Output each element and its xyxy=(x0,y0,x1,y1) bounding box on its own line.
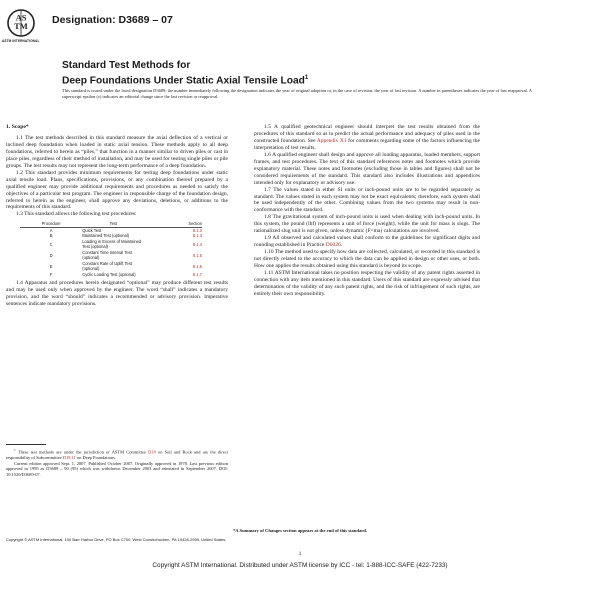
procedure-cell: F xyxy=(49,271,53,277)
column-header-test: Test xyxy=(82,221,144,227)
test-cell: Constant Time Interval Test (optional) xyxy=(82,249,132,261)
subcommittee-d18-11-link[interactable]: D18.11 xyxy=(62,455,76,461)
designation: Designation: D3689 – 07 xyxy=(52,14,173,26)
procedure-cell: E xyxy=(49,263,53,269)
table-row xyxy=(20,272,202,278)
issued-note: This standard is issued under the fixed designation D3689; the number immediately following the designation indicates the year of original adoption or, in the case of revision, the year of last revision. A number in parentheses indicates the year of last reapproval. A superscript epsilon (ε) indicates an editorial change since the last revision or reapproval. xyxy=(62,88,532,99)
paragraph-1-5: 1.5 A qualified geotechnical engineer should interpret the test results obtained from the procedures of this standard so as to predict the actual performance and adequacy of piles used in the constructed foundation. See Appendix X1 for comments regarding some of the factors influencing the interpretation of test results. xyxy=(254,124,480,151)
paragraph-1-8: 1.8 The gravitational system of inch-pound units is used when dealing with inch-pound units. In this system, the pound (lbf) represents a unit of force (weight), while the unit for mass is slugs. The rationalized slug unit is not given, unless dynamic (F=ma) calculations are involved. xyxy=(254,214,480,235)
section-link[interactable]: 8.1.2 xyxy=(192,227,202,233)
test-cell: Quick Test xyxy=(82,227,102,233)
svg-text:TM: TM xyxy=(14,21,28,31)
d6026-link[interactable]: D6026 xyxy=(325,242,341,249)
section-heading-scope: 1. Scope* xyxy=(6,124,29,130)
column-header-section: Section xyxy=(145,221,203,227)
test-cell: Maintained Test (optional) xyxy=(82,233,130,239)
appendix-x1-link[interactable]: Appendix X1 xyxy=(316,137,347,144)
paragraph-1-11: 1.11 ASTM International takes no position respecting the validity of any patent rights asserted in connection with any item mentioned in this standard. Users of this standard are expressly advised that determination of the validity of any such patent rights, and the risk of infringement of such rights, are entirely their own responsibility. xyxy=(254,270,480,297)
left-column xyxy=(6,124,228,308)
procedure-cell: D xyxy=(49,252,53,258)
table-row xyxy=(20,239,202,250)
test-cell: Cyclic Loading Test (optional) xyxy=(82,271,136,277)
footnote-mark: 1 xyxy=(14,448,16,452)
test-cell: Constant Rate of Uplift Test (optional) xyxy=(82,260,133,272)
paragraph-1-10: 1.10 The method used to specify how data are collected, calculated, or recorded in this standard is not directly related to the accuracy to which the data can be applied in design or other uses, or both. How one applies the results obtained using this standard is beyond its scope. xyxy=(254,249,480,270)
section-link[interactable]: 8.1.3 xyxy=(192,233,202,239)
procedures-table xyxy=(20,221,202,277)
paragraph-1-6: 1.6 A qualified engineer shall design and approve all loading apparatus, loaded members, support frames, and test procedures. The text of this standard references notes and footnotes which provide explanatory material. These notes and footnotes (excluding those in tables and figures) shall not be considered requirements of the standard. This standard also includes illustrations and appendices intended only for explanatory or advisory use. xyxy=(254,151,480,186)
paragraph-1-7: 1.7 The values stated in either SI units or inch-pound units are to be regarded separately as standard. The values stated in each system may not be exact equivalents; therefore, each system shall be used independently of the other. Combining values from the two systems may result in non-conformance with the standard. xyxy=(254,186,480,214)
paragraph-1-3: 1.3 This standard allows the following test procedures: xyxy=(16,211,137,218)
table-row xyxy=(20,261,202,272)
title-line-2: Deep Foundations Under Static Axial Tensile Load$^1$ xyxy=(62,75,309,87)
footnotes xyxy=(6,448,228,477)
page-number: 1 xyxy=(298,551,302,557)
section-link[interactable]: 8.1.6 xyxy=(192,263,202,269)
section-link[interactable]: 8.1.5 xyxy=(192,252,202,258)
column-header-procedure: Procedure xyxy=(20,221,82,227)
svg-text:AS: AS xyxy=(15,12,27,23)
paragraph-1-9: 1.9 All observed and calculated values shall conform to the guidelines for significant digits and rounding established in Practice D6026. xyxy=(254,235,480,249)
footnote-divider xyxy=(6,444,46,445)
committee-d18-link[interactable]: D18 xyxy=(148,449,156,455)
document-title xyxy=(62,60,532,87)
footnote-1: $^1$ These test methods are under the jurisdiction of ASTM Committee D18 on Soil and Rock and are the direct responsibility of Subcommittee D18.11 on Deep Foundations. xyxy=(6,448,228,461)
procedure-cell: C xyxy=(49,241,53,247)
test-cell: Loading in Excess of Maintained Test (optional) xyxy=(82,238,142,250)
procedure-cell: B xyxy=(49,233,53,239)
paragraph-1-1: 1.1 The test methods described in this standard measure the axial deflection of a vertical or inclined deep foundation when loaded in static axial tension. These methods apply to all deep foundations, referred to herein as “piles,” that function in a manner similar to driven piles or cast in place piles, regardless of their method of installation, and may be used for testing single piles or pile groups. The test results may not represent the long-term performance of a deep foundation. xyxy=(6,134,228,169)
footnote-edition: Current edition approved Sept. 1, 2007. Published October 2007. Originally approved in 1978. Last previous edition approved in 1995 as D3689 – 90 (95) which was withdrawn December 2003 and reinstated in September 2007. DOI: 10.1520/D3689-07. xyxy=(6,460,228,477)
title-line-1: Standard Test Methods for xyxy=(62,60,191,71)
logo-wordmark: ASTM INTERNATIONAL xyxy=(2,39,40,43)
table-row xyxy=(20,250,202,261)
procedure-cell: A xyxy=(49,227,53,233)
summary-of-changes-note: *A Summary of Changes section appears at the end of this standard. xyxy=(233,528,367,533)
section-link[interactable]: 8.1.7 xyxy=(192,271,202,277)
paragraph-1-2: 1.2 This standard provides minimum requirements for testing deep foundations under static axial tensile load. Plans, specifications, provisions, or any combination thereof prepared by a qualified engineer may provide additional requirements and procedures as needed to satisfy the objectives of a particular test program. The engineer in responsible charge of the foundation design, referred to herein as the engineer, shall approve any deviations, deletions, or additions to the requirements of this standard. xyxy=(6,169,228,211)
license-banner: Copyright ASTM International. Distributed under ASTM license by ICC - tel: 1-888-ICC-SAFE (422-7233) xyxy=(152,562,448,569)
right-column xyxy=(254,124,480,298)
copyright-line: Copyright © ASTM International, 100 Barr Harbor Drive, PO Box C700, West Conshohocken, PA 19428-2959, United States. xyxy=(6,537,227,542)
section-link[interactable]: 8.1.4 xyxy=(192,241,202,247)
title-footnote-mark: 1 xyxy=(304,75,309,81)
paragraph-1-4: 1.4 Apparatus and procedures herein designated “optional” may produce different test results and may be used only when approved by the engineer. The word “shall” indicates a mandatory provision, and the word “should” indicates a recommended or advisory provision. Imperative sentences indicate mandatory provisions. xyxy=(6,280,228,308)
